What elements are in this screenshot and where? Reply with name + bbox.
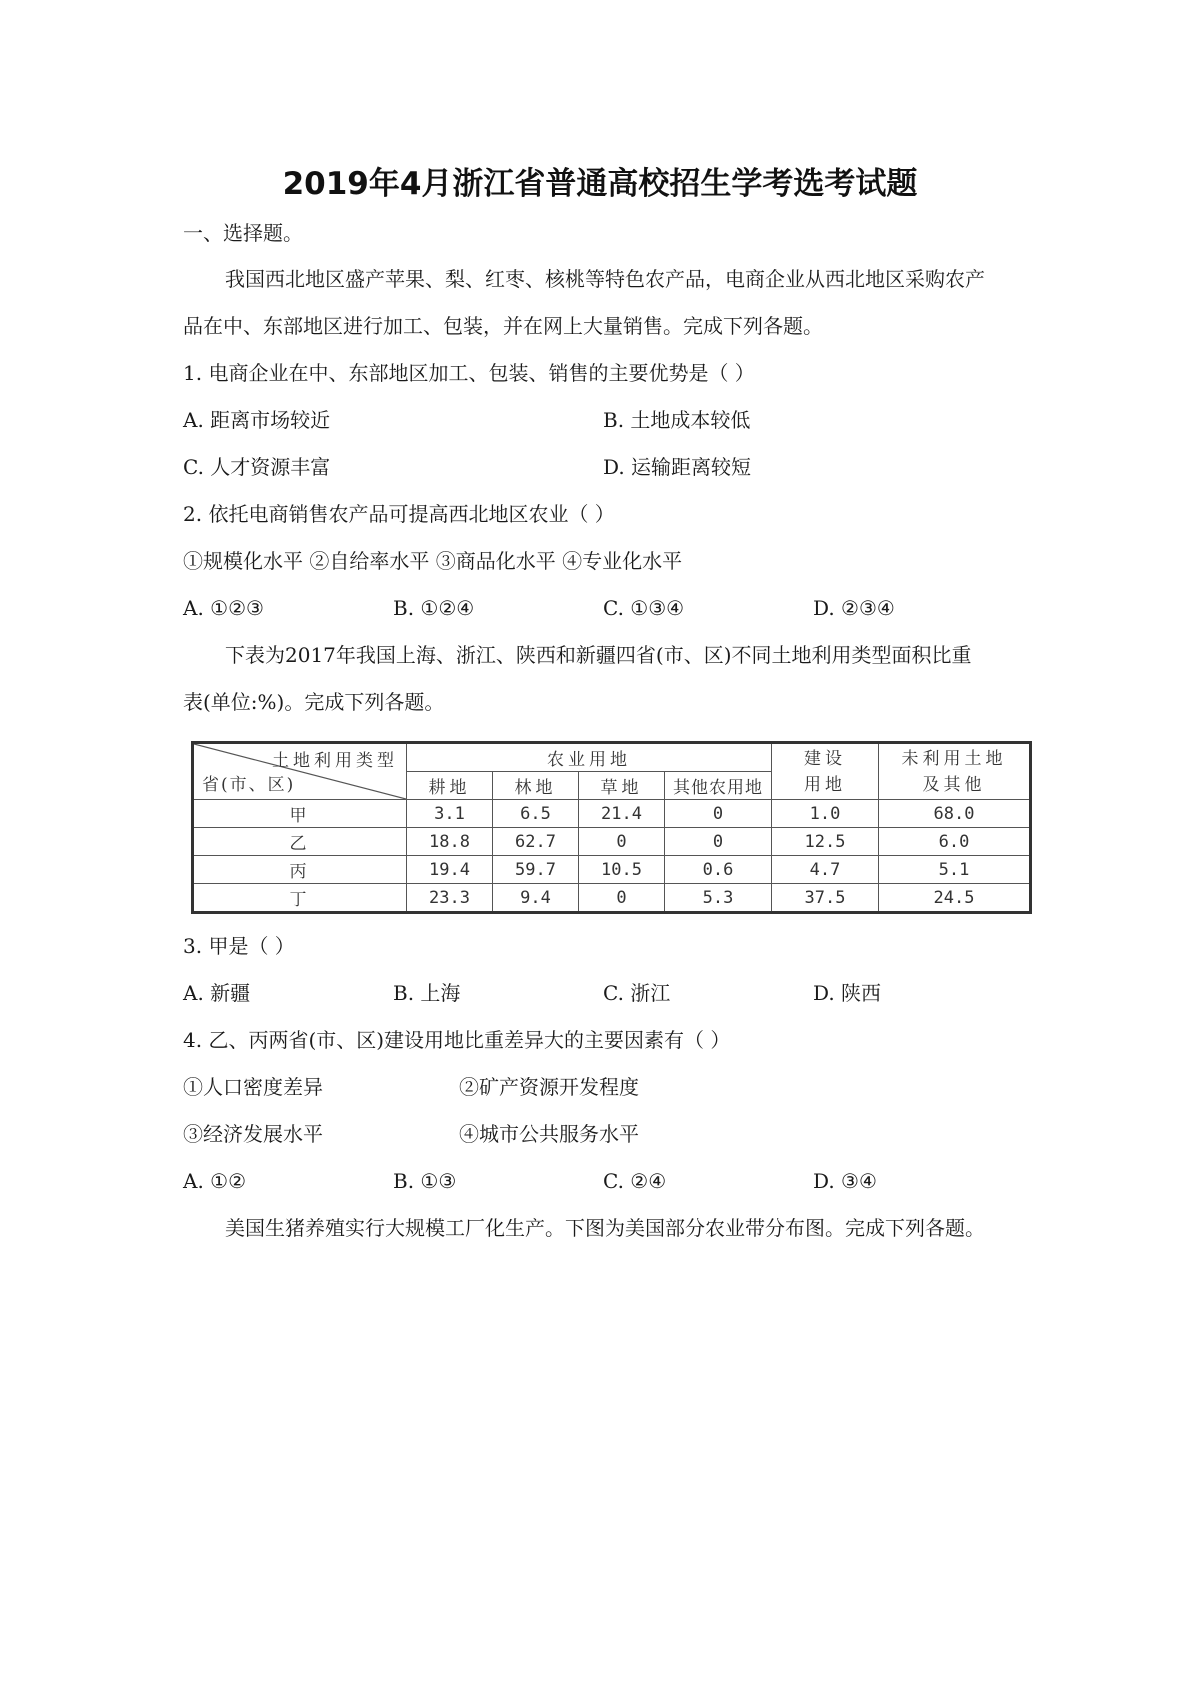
table-cell: 5.3 bbox=[665, 884, 772, 913]
table-row bbox=[193, 884, 1031, 913]
header-cultivated-land: 耕地 bbox=[407, 772, 493, 800]
table-cell: 1.0 bbox=[772, 800, 879, 828]
page-title: 2019年4月浙江省普通高校招生学考选考试题 bbox=[282, 166, 918, 202]
q2-option-b[interactable]: B. ①②④ bbox=[393, 596, 475, 620]
intro2-line1: 下表为2017年我国上海、浙江、陕西和新疆四省(市、区)不同土地利用类型面积比重 bbox=[225, 643, 972, 667]
table-cell: 10.5 bbox=[579, 856, 665, 884]
header-unused-land bbox=[879, 743, 1031, 800]
header-other-agri-land: 其他农用地 bbox=[665, 772, 772, 800]
table-cell: 0 bbox=[665, 828, 772, 856]
q4-option-b[interactable]: B. ①③ bbox=[393, 1169, 457, 1193]
header-unused-line2: 及其他 bbox=[922, 774, 986, 795]
corner-label-province: 省(市、区) bbox=[202, 775, 296, 795]
q3-option-d[interactable]: D. 陕西 bbox=[813, 981, 882, 1005]
row-label: 甲 bbox=[193, 800, 407, 828]
q4-statement-3: ③经济发展水平 bbox=[183, 1122, 323, 1146]
header-construction-line2: 用地 bbox=[804, 774, 846, 795]
table-cell: 59.7 bbox=[493, 856, 579, 884]
table-row bbox=[193, 828, 1031, 856]
header-forest-land: 林地 bbox=[493, 772, 579, 800]
q1-option-d[interactable]: D. 运输距离较短 bbox=[603, 455, 752, 479]
table-cell: 18.8 bbox=[407, 828, 493, 856]
table-row bbox=[193, 856, 1031, 884]
row-label: 丙 bbox=[193, 856, 407, 884]
intro1-line1: 我国西北地区盛产苹果、梨、红枣、核桃等特色农产品，电商企业从西北地区采购农产 bbox=[225, 267, 985, 291]
table-cell: 0.6 bbox=[665, 856, 772, 884]
table-cell: 68.0 bbox=[879, 800, 1031, 828]
q4-statement-1: ①人口密度差异 bbox=[183, 1075, 323, 1099]
table-cell: 24.5 bbox=[879, 884, 1031, 913]
table-cell: 19.4 bbox=[407, 856, 493, 884]
table-cell: 6.0 bbox=[879, 828, 1031, 856]
row-label: 丁 bbox=[193, 884, 407, 913]
table-cell: 9.4 bbox=[493, 884, 579, 913]
q2-option-a[interactable]: A. ①②③ bbox=[183, 596, 264, 620]
table-cell: 6.5 bbox=[493, 800, 579, 828]
table-cell: 12.5 bbox=[772, 828, 879, 856]
q3-option-b[interactable]: B. 上海 bbox=[393, 981, 461, 1005]
q2-statement-items: ①规模化水平 ②自给率水平 ③商品化水平 ④专业化水平 bbox=[183, 549, 683, 573]
table-cell: 0 bbox=[665, 800, 772, 828]
table-cell: 4.7 bbox=[772, 856, 879, 884]
question-4-stem: 4. 乙、丙两省(市、区)建设用地比重差异大的主要因素有（ ） bbox=[183, 1028, 731, 1052]
intro3-paragraph: 美国生猪养殖实行大规模工厂化生产。下图为美国部分农业带分布图。完成下列各题。 bbox=[225, 1216, 985, 1240]
intro1-line2: 品在中、东部地区进行加工、包装，并在网上大量销售。完成下列各题。 bbox=[183, 314, 823, 338]
table-cell: 0 bbox=[579, 828, 665, 856]
q3-option-c[interactable]: C. 浙江 bbox=[603, 981, 671, 1005]
q1-option-a[interactable]: A. 距离市场较近 bbox=[183, 408, 331, 432]
header-construction-line1: 建设 bbox=[804, 748, 846, 769]
q1-option-b[interactable]: B. 土地成本较低 bbox=[603, 408, 751, 432]
question-2-stem: 2. 依托电商销售农产品可提高西北地区农业（ ） bbox=[183, 502, 615, 526]
q1-option-c[interactable]: C. 人才资源丰富 bbox=[183, 455, 331, 479]
table-cell: 0 bbox=[579, 884, 665, 913]
section-heading: 一、选择题。 bbox=[183, 221, 303, 245]
header-unused-line1: 未利用土地 bbox=[901, 748, 1007, 769]
table-cell: 21.4 bbox=[579, 800, 665, 828]
table-cell: 23.3 bbox=[407, 884, 493, 913]
table-cell: 5.1 bbox=[879, 856, 1031, 884]
header-grassland: 草地 bbox=[579, 772, 665, 800]
question-1-stem: 1. 电商企业在中、东部地区加工、包装、销售的主要优势是（ ） bbox=[183, 361, 755, 385]
q2-option-c[interactable]: C. ①③④ bbox=[603, 596, 685, 620]
table-cell: 3.1 bbox=[407, 800, 493, 828]
table-corner-header bbox=[193, 743, 407, 800]
q4-option-c[interactable]: C. ②④ bbox=[603, 1169, 667, 1193]
row-label: 乙 bbox=[193, 828, 407, 856]
header-agricultural-land: 农业用地 bbox=[407, 743, 772, 772]
header-construction-land bbox=[772, 743, 879, 800]
q4-statement-2: ②矿产资源开发程度 bbox=[459, 1075, 639, 1099]
q4-option-a[interactable]: A. ①② bbox=[183, 1169, 247, 1193]
land-use-table bbox=[191, 741, 1032, 914]
q3-option-a[interactable]: A. 新疆 bbox=[183, 981, 251, 1005]
q4-option-d[interactable]: D. ③④ bbox=[813, 1169, 877, 1193]
q4-statement-4: ④城市公共服务水平 bbox=[459, 1122, 639, 1146]
intro2-line2: 表(单位:%)。完成下列各题。 bbox=[183, 690, 445, 714]
table-cell: 37.5 bbox=[772, 884, 879, 913]
corner-label-land-type: 土地利用类型 bbox=[272, 751, 398, 771]
table-row bbox=[193, 800, 1031, 828]
table-cell: 62.7 bbox=[493, 828, 579, 856]
q2-option-d[interactable]: D. ②③④ bbox=[813, 596, 895, 620]
question-3-stem: 3. 甲是（ ） bbox=[183, 934, 295, 958]
